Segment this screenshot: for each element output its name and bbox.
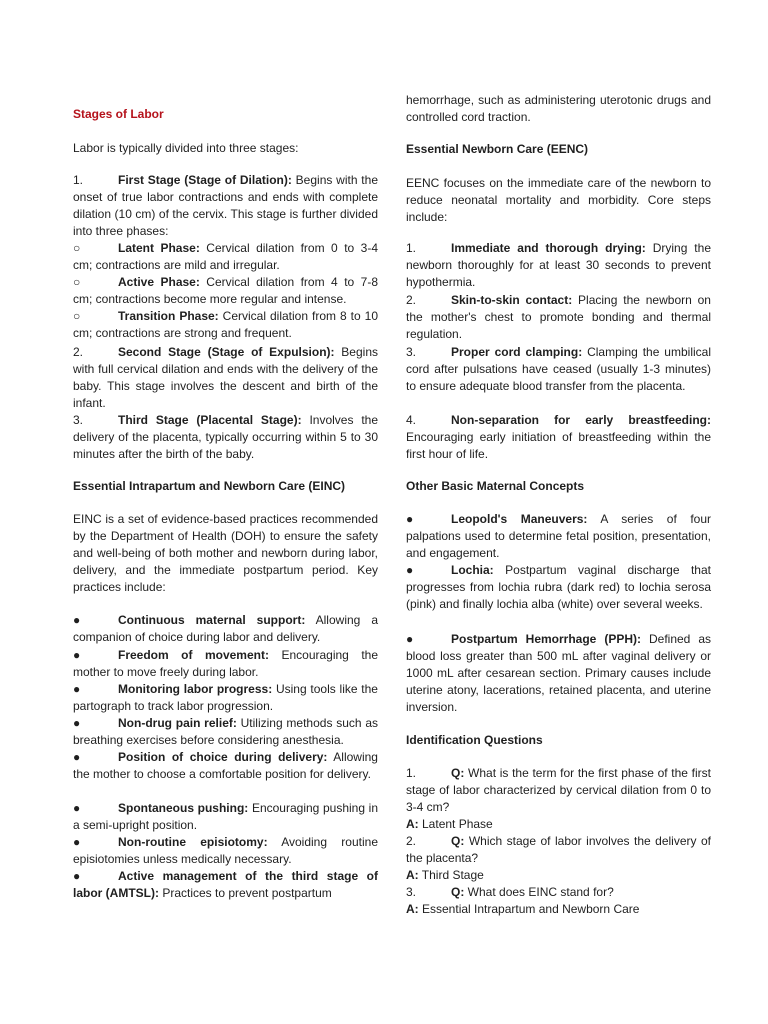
stages-title: Stages of Labor <box>73 107 164 121</box>
stage-1-item: 1. First Stage (Stage of Dilation): Begins with the onset of true labor contractions and ends with complete dilation (10 cm) of the cervix. This stage is further divided into three phases: <box>73 173 378 238</box>
question-item: 3. Q: What does EINC stand for? <box>406 885 614 899</box>
identification-heading: Identification Questions <box>406 733 543 747</box>
maternal-item: ● Lochia: Postpartum vaginal discharge that progresses from lochia rubra (dark red) to lochia serosa (pink) and finally lochia alba (white) over several weeks. <box>406 563 711 611</box>
maternal-item: ● Postpartum Hemorrhage (PPH): Defined as blood loss greater than 500 mL after vaginal delivery or 1000 mL after cesarean section. Primary causes include uterine atony, lacerations, retained placenta, and uterine inversion. <box>406 632 711 714</box>
question-item: 2. Q: Which stage of labor involves the delivery of the placenta? <box>406 834 711 865</box>
transition-phase-item: ○ Transition Phase: Cervical dilation from 8 to 10 cm; contractions are strong and frequent. <box>73 309 379 340</box>
einc-item: ● Position of choice during delivery: Allowing the mother to choose a comfortable position for delivery. <box>73 750 378 781</box>
einc-item: ● Continuous maternal support: Allowing a companion of choice during labor and delivery. <box>73 613 378 644</box>
einc-item: ● Non-drug pain relief: Utilizing methods such as breathing exercises before considering anesthesia. <box>73 716 378 747</box>
question-item: 1. Q: What is the term for the first phase of the first stage of labor characterized by cervical dilation from 0 to 3-4 cm? <box>406 766 711 814</box>
einc-item: ● Active management of the third stage of labor (AMTSL): Practices to prevent postpartum <box>73 869 378 900</box>
eenc-item: 4. Non-separation for early breastfeeding: Encouraging early initiation of breastfeeding within the first hour of life. <box>406 413 711 461</box>
latent-phase-item: ○ Latent Phase: Cervical dilation from 0 to 3-4 cm; contractions are mild and irregular. <box>73 241 379 272</box>
einc-item: ● Non-routine episiotomy: Avoiding routine episiotomies unless medically necessary. <box>73 835 378 866</box>
eenc-item: 3. Proper cord clamping: Clamping the umbilical cord after pulsations have ceased (usually 1-3 minutes) to ensure adequate blood transfer from the placenta. <box>406 345 711 393</box>
einc-intro: EINC is a set of evidence-based practices recommended by the Department of Health (DOH) to ensure the safety and well-being of both mother and newborn during labor, delivery, and the immediate postpartum period. Key practices include: <box>73 512 378 594</box>
maternal-heading: Other Basic Maternal Concepts <box>406 479 585 493</box>
stage-2-item: 2. Second Stage (Stage of Expulsion): Begins with full cervical dilation and ends with the delivery of the baby. This stage involves the descent and birth of the infant. <box>73 345 378 410</box>
amtsl-continuation: hemorrhage, such as administering uterotonic drugs and controlled cord traction. <box>406 93 711 124</box>
eenc-heading: Essential Newborn Care (EENC) <box>406 142 589 156</box>
eenc-item: 1. Immediate and thorough drying: Drying the newborn thoroughly for at least 30 seconds to prevent hypothermia. <box>406 241 711 289</box>
einc-item: ● Spontaneous pushing: Encouraging pushing in a semi-upright position. <box>73 801 378 832</box>
answer-item: A: Third Stage <box>406 868 484 882</box>
eenc-intro: EENC focuses on the immediate care of the newborn to reduce neonatal mortality and morbidity. Core steps include: <box>406 176 711 224</box>
answer-item: A: Essential Intrapartum and Newborn Care <box>406 902 640 916</box>
einc-item: ● Monitoring labor progress: Using tools like the partograph to track labor progression. <box>73 682 378 713</box>
stage-3-item: 3. Third Stage (Placental Stage): Involves the delivery of the placenta, typically occurring within 5 to 30 minutes after the birth of the baby. <box>73 413 378 461</box>
stages-intro: Labor is typically divided into three stages: <box>73 141 299 155</box>
maternal-item: ● Leopold's Maneuvers: A series of four palpations used to determine fetal position, presentation, and engagement. <box>406 512 711 560</box>
eenc-item: 2. Skin-to-skin contact: Placing the newborn on the mother's chest to promote bonding and thermal regulation. <box>406 293 711 341</box>
einc-heading: Essential Intrapartum and Newborn Care (EINC) <box>73 479 346 493</box>
answer-item: A: Latent Phase <box>406 817 493 831</box>
active-phase-item: ○ Active Phase: Cervical dilation from 4 to 7-8 cm; contractions become more regular and intense. <box>73 275 379 306</box>
einc-item: ● Freedom of movement: Encouraging the mother to move freely during labor. <box>73 648 379 679</box>
